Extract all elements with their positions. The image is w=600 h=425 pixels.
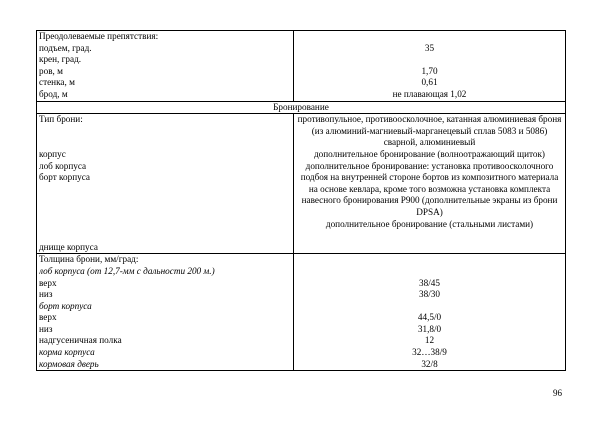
label-ford: брод, м bbox=[39, 88, 68, 99]
thickness-values bbox=[294, 254, 566, 371]
value-ford: не плавающая 1,02 bbox=[392, 88, 467, 99]
label-ditch: ров, м bbox=[39, 65, 63, 76]
value-side-upper: 44,5/0 bbox=[417, 312, 442, 323]
value-obstacles-header bbox=[296, 31, 563, 43]
value-armor-type: противопульное, противоосколочное, катанная алюминиевая броня (из алюминий-магниевый-марганецевый сплав 5083 и 5086) bbox=[297, 114, 562, 136]
obstacles-row bbox=[37, 31, 566, 102]
label-track-shelf: надгусеничная полка bbox=[39, 335, 122, 346]
value-rear-hull: 32…38/9 bbox=[412, 347, 447, 358]
label-climb: подъем, град. bbox=[39, 42, 92, 53]
thickness-labels bbox=[37, 254, 294, 371]
label-hull-front: лоб корпуса bbox=[39, 160, 87, 171]
label-front-upper: верх bbox=[39, 277, 57, 288]
value-hull-bottom: дополнительное бронирование (стальными листами) bbox=[325, 218, 534, 229]
value-front-thickness bbox=[296, 266, 563, 278]
value-thickness bbox=[296, 254, 563, 266]
label-tilt: крен, град. bbox=[39, 54, 82, 65]
label-side-thickness: борт корпуса bbox=[39, 300, 92, 311]
armor-type-values bbox=[294, 114, 566, 254]
value-ditch: 1,70 bbox=[421, 65, 438, 76]
armor-type-row bbox=[37, 114, 566, 254]
label-hull-bottom: днище корпуса bbox=[39, 241, 98, 252]
page-number: 96 bbox=[553, 388, 562, 398]
thickness-row bbox=[37, 254, 566, 371]
value-front-lower: 38/30 bbox=[419, 289, 440, 300]
label-side-upper: верх bbox=[39, 312, 57, 323]
label-side-lower: низ bbox=[39, 323, 53, 334]
label-thickness: Толщина брони, мм/град: bbox=[39, 254, 139, 265]
label-front-thickness: лоб корпуса (от 12,7-мм с дальности 200 м.) bbox=[39, 265, 215, 276]
obstacles-header: Преодолеваемые препятствия: bbox=[39, 31, 159, 41]
armor-type-labels bbox=[37, 114, 294, 254]
obstacles-values bbox=[294, 31, 566, 102]
value-hull-side: дополнительное бронирование: установка противоосколочного подбоя на внутренней стороне бортов из композитного материала на основе кевлара, кроме того возможна установка комплекта навесного бронирования P900 (дополнительные экраны из брони DPSA) bbox=[300, 160, 559, 217]
label-wall: стенка, м bbox=[39, 77, 75, 88]
value-wall: 0,61 bbox=[421, 77, 438, 88]
spec-table bbox=[36, 30, 566, 371]
obstacles-labels bbox=[37, 31, 294, 102]
value-hull: сварной, алюминиевый bbox=[383, 137, 476, 148]
value-climb: 35 bbox=[424, 42, 435, 53]
label-hull: корпус bbox=[39, 148, 66, 159]
value-track-shelf: 12 bbox=[424, 335, 435, 346]
value-tilt bbox=[296, 54, 563, 66]
label-rear-door: кормовая дверь bbox=[39, 358, 99, 369]
armor-section-title: Бронирование bbox=[37, 101, 566, 114]
value-side-lower: 31,8/0 bbox=[417, 323, 442, 334]
label-armor-type: Тип брони: bbox=[39, 114, 83, 125]
spacer bbox=[39, 184, 291, 242]
label-rear-hull: корма корпуса bbox=[39, 347, 95, 358]
armor-section-row bbox=[37, 101, 566, 114]
value-front-upper: 38/45 bbox=[419, 277, 440, 288]
label-front-lower: низ bbox=[39, 289, 53, 300]
value-hull-front: дополнительное бронирование (волноотражающий щиток) bbox=[314, 148, 545, 159]
label-hull-side: борт корпуса bbox=[39, 172, 91, 183]
value-rear-door: 32/8 bbox=[421, 358, 438, 369]
spacer bbox=[39, 126, 291, 149]
value-side-thickness bbox=[296, 301, 563, 313]
